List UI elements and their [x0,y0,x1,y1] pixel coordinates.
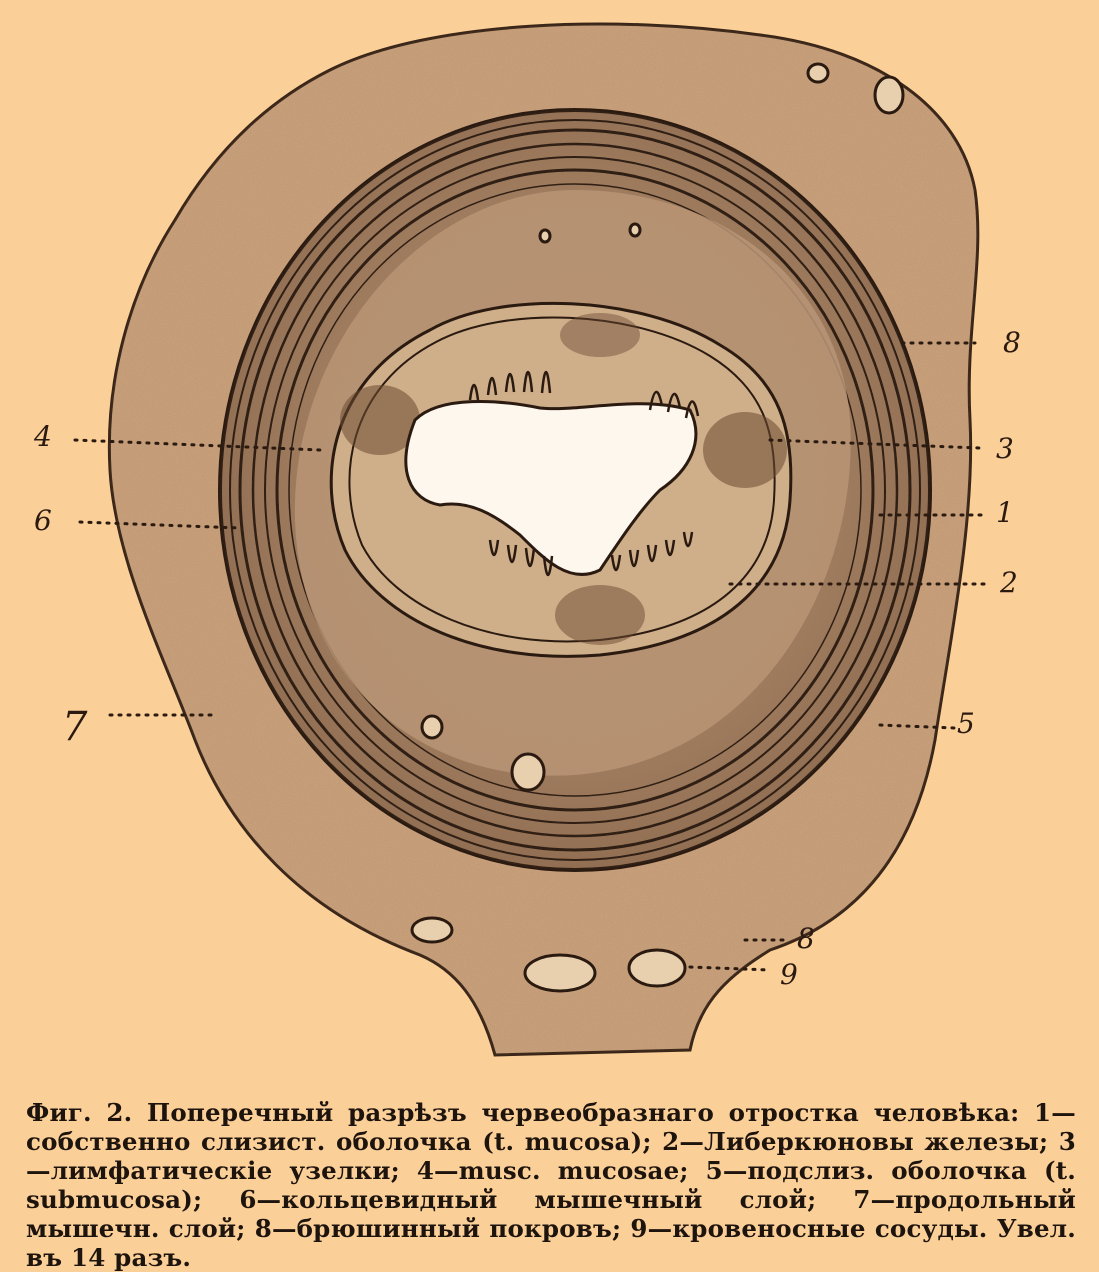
callout-label-2: 2 [1000,566,1018,599]
callout-label-4: 4 [34,420,52,453]
callout-label-7: 7 [62,704,88,750]
figure-caption: Фиг. 2. Поперечный разрѣзъ червеобразнаго отростка человѣка: 1—собственно слизист. оболочка (t. mucosa); 2—Либеркюновы железы; 3—лимфатическіе узелки; 4—musc. mucosae; 5—подслиз. оболочка (t. submucosa); 6—кольцевидный мышечный слой; 7—продольный мышечн. слой; 8—брюшинный покровъ; 9—кровеносные сосуды. Увел. въ 14 разъ. [26,1098,1076,1272]
callout-label-1: 1 [996,496,1014,529]
lymphatic-nodule [560,313,640,357]
callout-label-6: 6 [34,504,52,537]
callout-label-5: 5 [957,707,975,740]
callout-label-3: 3 [996,432,1014,465]
callout-label-8: 8 [1003,326,1021,359]
callout-label-8b: 8 [797,922,815,955]
lymphatic-nodule [703,412,787,488]
callout-label-9: 9 [780,958,798,991]
lymphatic-nodule [555,585,645,645]
